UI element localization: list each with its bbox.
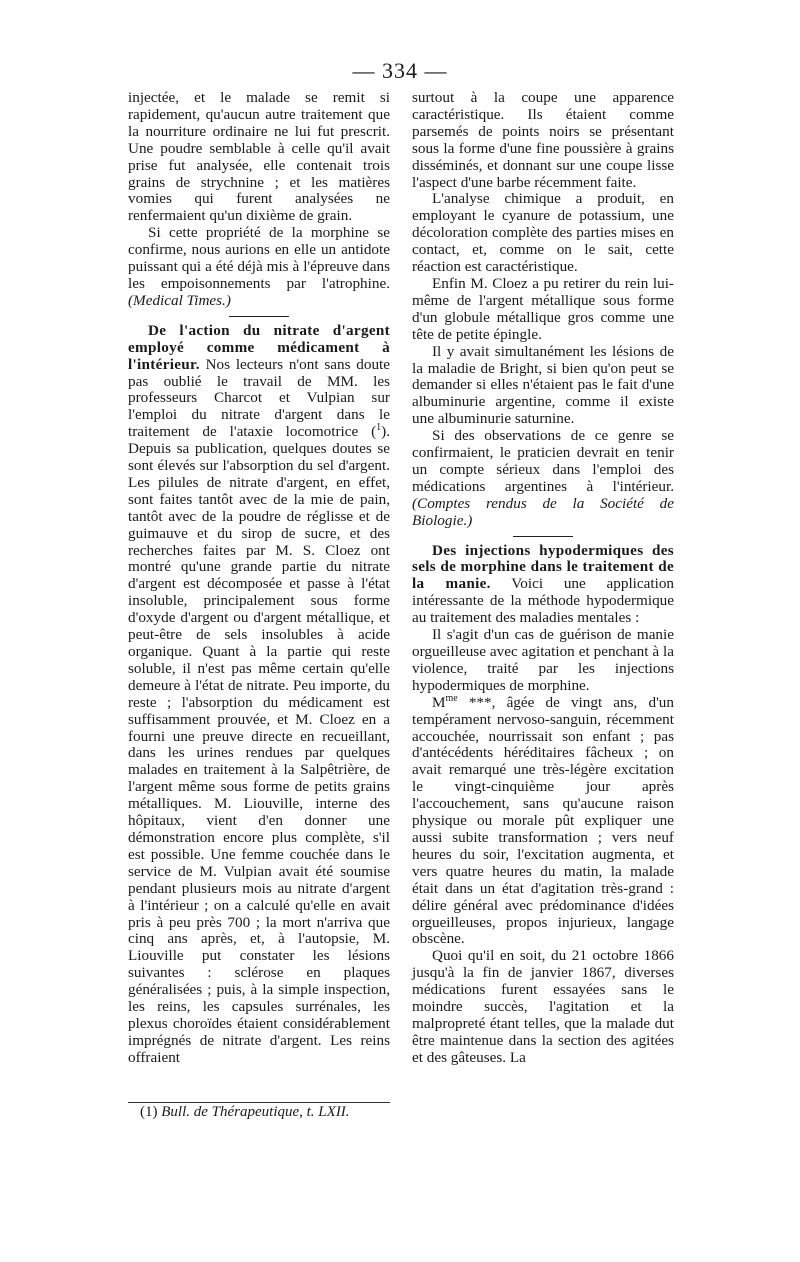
paragraph-text: Nos lecteurs n'ont sans doute pas oublié le travail de MM. les professeurs Charcot et Vulpian sur l'emploi du nitrate d'argent dans le traitement de l'ataxie locomotrice ( bbox=[128, 355, 390, 441]
paragraph-text: Si cette propriété de la morphine se confirme, nous aurions en elle un antidote puissant qui a été déjà mis à l'épreuve dans les empoisonnements par l'atrophine. bbox=[128, 224, 390, 292]
paragraph: Quoi qu'il en soit, du 21 octobre 1866 jusqu'à la fin de janvier 1867, diverses médications furent essayées sans le moindre succès, l'agitation et la malpropreté étant telles, que la malade dut être maintenue dans la section des agitées et des gâteuses. La bbox=[412, 947, 674, 1066]
paragraph bbox=[412, 543, 674, 628]
paragraph-text: ***, âgée de vingt ans, d'un tempérament nervoso-sanguin, récemment accouchée, nourrissait son enfant ; pas d'antécédents héréditaires fâcheux ; on avait remarqué une très-légère excitation le vingt-cinquième jour après l'accouchement, sans qu'aucune raison physique ou morale pût expliquer une aussi subite transformation ; vers neuf heures du soir, l'excitation augmenta, et vers quatre heures du matin, la malade était dans un état d'agitation très-grand : délire général avec prédominance d'idées orgueilleuses, propos injurieux, langage obscène. bbox=[412, 693, 674, 948]
paragraph bbox=[128, 323, 390, 1067]
right-column bbox=[412, 90, 674, 1067]
page-number: — 334 — bbox=[352, 58, 448, 83]
paragraph-text: Si des observations de ce genre se confirmaient, le praticien devrait en tenir un compte sérieux dans l'emploi des médications argentines à l'intérieur. bbox=[412, 427, 674, 495]
section-separator bbox=[229, 316, 289, 317]
footnote-marker: (1) bbox=[140, 1104, 158, 1120]
paragraph bbox=[412, 428, 674, 529]
article-heading: De l'action du nitrate d'argent employé comme médicament à l'intérieur. bbox=[128, 321, 390, 373]
article-heading: Des injections hypodermiques des sels de morphine dans le traitement de la manie. bbox=[412, 541, 674, 593]
source-citation: (Medical Times.) bbox=[128, 291, 231, 309]
honorific-superscript: me bbox=[445, 692, 458, 704]
paragraph-text: ). Depuis sa publication, quelques doutes se sont élevés sur l'absorption du sel d'argent. Les pilules de nitrate d'argent, en effet, sont faites tantôt avec de la mie de pain, tantôt avec de la poudre de réglisse et de guimauve et du sirop de sucre, et des recherches faites par M. S. Cloez ont montré qu'une grande partie du nitrate d'argent est décomposée et passe à l'état insoluble, principalement sous forme d'oxyde d'argent ou d'argent métallique, et peut-être de sels insolubles à acide organique. Quant à la partie qui reste soluble, il n'est pas même certain qu'elle demeure à l'état de nitrate. Peu importe, du reste ; l'absorption du médicament est suffisamment prouvée, et M. Cloez en a fourni une preuve directe en recueillant, dans les urines rendues par quelques malades en traitement à la Salpêtrière, de l'argent même sous forme de petits grains métalliques. M. Liouville, interne des hôpitaux, vient d'en donner une démonstration encore plus complète, s'il est possible. Une femme couchée dans le service de M. Vulpian avait été soumise pendant plusieurs mois au nitrate d'argent à l'intérieur ; on a calculé qu'elle en avait pris à peu près 700 ; la mort n'arriva que cinq ans après, et, à l'autopsie, M. Liouville put constater les lésions suivantes : sclérose en plaques généralisées ; puis, à la simple inspection, les reins, les capsules surrénales, les plexus choroïdes étaient considérablement imprégnés de nitrate d'argent. Les reins offraient bbox=[128, 423, 390, 1066]
footnote bbox=[128, 1104, 390, 1121]
paragraph bbox=[128, 225, 390, 310]
section-separator bbox=[513, 536, 573, 537]
source-citation: (Comptes rendus de la Société de Biologie.) bbox=[412, 494, 674, 529]
paragraph: Enfin M. Cloez a pu retirer du rein lui-même de l'argent métallique sous forme d'un globule métallique gros comme une tête de petite épingle. bbox=[412, 274, 674, 343]
paragraph: Il s'agit d'un cas de guérison de manie orgueilleuse avec agitation et penchant à la violence, traité par les injections hypodermiques de morphine. bbox=[412, 626, 674, 694]
footnote-text: Bull. de Thérapeutique, t. LXII. bbox=[161, 1104, 350, 1120]
paragraph-text: Voici une application intéressante de la méthode hypodermique au traitement des maladies mentales : bbox=[412, 575, 675, 627]
footnote-ref: 1 bbox=[376, 422, 382, 434]
honorific: M bbox=[432, 693, 446, 711]
footnote-rule bbox=[128, 1102, 390, 1103]
paragraph: L'analyse chimique a produit, en employant le cyanure de potassium, une décoloration complète des parties mises en contact, et, comme on le sait, cette réaction est caractéristique. bbox=[412, 190, 674, 276]
paragraph: Il y avait simultanément les lésions de la maladie de Bright, si bien qu'on peut se demander si elles n'étaient pas le fait d'une albuminurie argentine, comme il existe une albuminurie saturnine. bbox=[412, 342, 674, 428]
left-column bbox=[128, 90, 390, 1067]
paragraph: surtout à la coupe une apparence caractéristique. Ils étaient comme parsemés de points noirs se présentant sous la forme d'une fine poussière à grains disséminés, et donnant sur une coupe lisse l'aspect d'une barbe récemment faite. bbox=[412, 89, 674, 191]
paragraph bbox=[412, 692, 674, 949]
paragraph: injectée, et le malade se remit si rapidement, qu'aucun autre traitement que la nourriture ordinaire ne lui fut prescrit. Une poudre semblable à celle qu'il avait prise fut analysée, elle contenait trois grains de strychnine ; et les matières vomies qui furent analysées ne renfermaient qu'un dixième de grain. bbox=[128, 89, 390, 225]
